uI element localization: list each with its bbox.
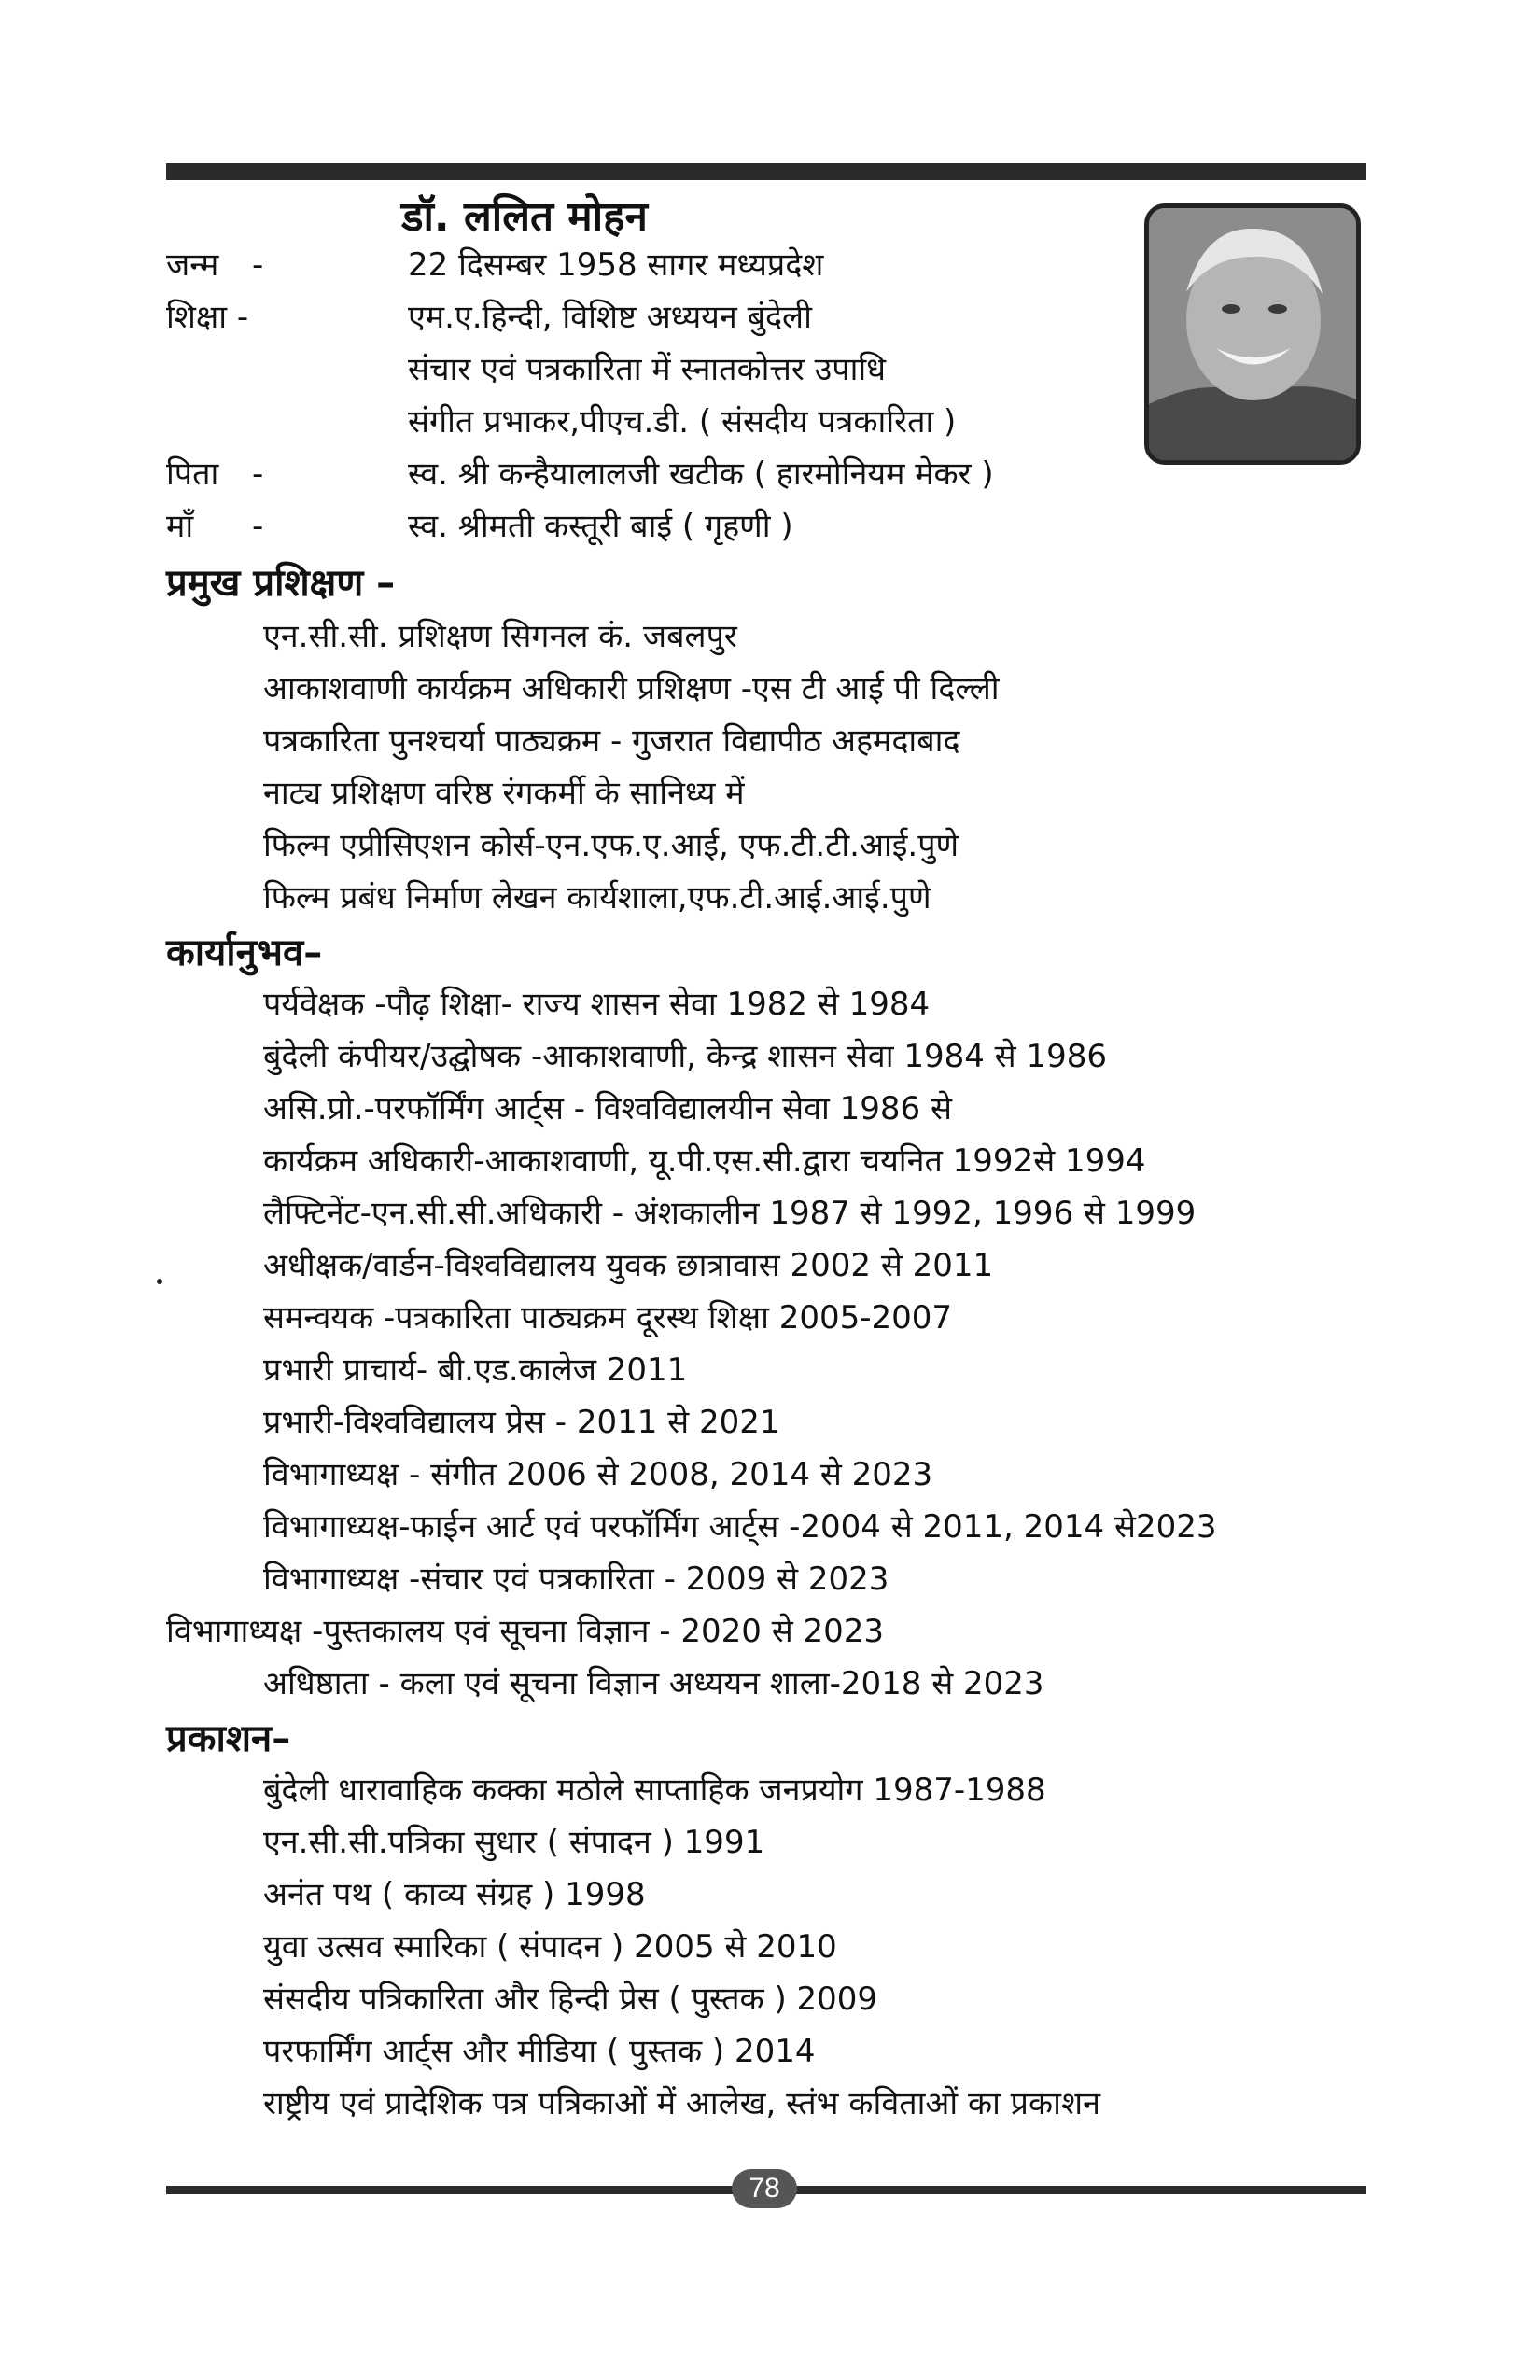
- father-label: पिता: [166, 455, 219, 493]
- experience-item: विभागाध्यक्ष - संगीत 2006 से 2008, 2014 से 2023: [263, 1456, 933, 1493]
- publication-item: युवा उत्सव स्मारिका ( संपादन ) 2005 से 2010: [263, 1928, 837, 1966]
- experience-item: अधिष्ठाता - कला एवं सूचना विज्ञान अध्ययन शाला-2018 से 2023: [263, 1665, 1044, 1702]
- education-value-3: संगीत प्रभाकर,पीएच.डी. ( संसदीय पत्रकारिता ): [408, 403, 957, 441]
- birth-value: 22 दिसम्बर 1958 सागर मध्यप्रदेश: [408, 246, 824, 284]
- training-item: पत्रकारिता पुनश्चर्या पाठ्यक्रम - गुजरात विद्यापीठ अहमदाबाद: [263, 722, 960, 760]
- person-name: डॉ. ललित मोहन: [401, 193, 648, 241]
- experience-item: पर्यवेक्षक -पौढ़ शिक्षा- राज्य शासन सेवा 1982 से 1984: [263, 986, 931, 1023]
- training-item: फिल्म एप्रीसिएशन कोर्स-एन.एफ.ए.आई, एफ.टी.टी.आई.पुणे: [263, 827, 959, 864]
- experience-item: असि.प्रो.-परफॉर्मिंग आर्ट्स - विश्वविद्यालयीन सेवा 1986 से: [263, 1090, 952, 1127]
- experience-item: प्रभारी प्राचार्य- बी.एड.कालेज 2011: [263, 1351, 688, 1389]
- training-item: नाट्य प्रशिक्षण वरिष्ठ रंगकर्मी के सानिध्य में: [263, 775, 745, 812]
- education-value-1: एम.ए.हिन्दी, विशिष्ट अध्ययन बुंदेली: [408, 299, 812, 336]
- stray-dot: [157, 1279, 162, 1284]
- birth-label: जन्म: [166, 246, 219, 284]
- experience-item: समन्वयक -पत्रकारिता पाठ्यक्रम दूरस्थ शिक्षा 2005-2007: [263, 1299, 953, 1337]
- education-label: शिक्षा -: [166, 299, 249, 336]
- training-item: आकाशवाणी कार्यक्रम अधिकारी प्रशिक्षण -एस टी आई पी दिल्ली: [263, 670, 1000, 707]
- birth-dash: -: [252, 246, 264, 284]
- publication-item: अनंत पथ ( काव्य संग्रह ) 1998: [263, 1876, 646, 1913]
- publication-item: संसदीय पत्रिकारिता और हिन्दी प्रेस ( पुस्तक ) 2009: [263, 1981, 878, 2018]
- mother-label: माँ: [166, 508, 194, 545]
- father-dash: -: [252, 455, 264, 493]
- experience-heading: कार्यानुभव–: [166, 931, 323, 974]
- education-value-2: संचार एवं पत्रकारिता में स्नातकोत्तर उपाधि: [408, 351, 887, 388]
- experience-item: लैफ्टिनेंट-एन.सी.सी.अधिकारी - अंशकालीन 1987 से 1992, 1996 से 1999: [263, 1195, 1197, 1232]
- publication-item: परफार्मिंग आर्ट्स और मीडिया ( पुस्तक ) 2014: [263, 2033, 816, 2070]
- experience-item: विभागाध्यक्ष-फाईन आर्ट एवं परफॉर्मिंग आर्ट्स -2004 से 2011, 2014 से2023: [263, 1508, 1217, 1546]
- mother-dash: -: [252, 508, 264, 545]
- training-heading: प्रमुख प्रशिक्षण –: [166, 562, 396, 605]
- publication-item: राष्ट्रीय एवं प्रादेशिक पत्र पत्रिकाओं में आलेख, स्तंभ कविताओं का प्रकाशन: [263, 2085, 1100, 2122]
- experience-item: प्रभारी-विश्वविद्यालय प्रेस - 2011 से 2021: [263, 1404, 780, 1441]
- page-number: 78: [732, 2169, 797, 2208]
- training-item: फिल्म प्रबंध निर्माण लेखन कार्यशाला,एफ.टी.आई.आई.पुणे: [263, 879, 931, 917]
- portrait-photo: [1144, 203, 1361, 465]
- experience-item: कार्यक्रम अधिकारी-आकाशवाणी, यू.पी.एस.सी.द्वारा चयनित 1992से 1994: [263, 1142, 1146, 1180]
- top-rule: [166, 163, 1366, 180]
- training-item: एन.सी.सी. प्रशिक्षण सिगनल कं. जबलपुर: [263, 618, 737, 655]
- experience-item: विभागाध्यक्ष -पुस्तकालय एवं सूचना विज्ञान - 2020 से 2023: [166, 1613, 885, 1650]
- experience-item: अधीक्षक/वार्डन-विश्वविद्यालय युवक छात्रावास 2002 से 2011: [263, 1247, 994, 1284]
- publication-item: बुंदेली धारावाहिक कक्का मठोले साप्ताहिक जनप्रयोग 1987-1988: [263, 1771, 1046, 1809]
- experience-item: बुंदेली कंपीयर/उद्घोषक -आकाशवाणी, केन्द्र शासन सेवा 1984 से 1986: [263, 1038, 1107, 1075]
- father-value: स्व. श्री कन्हैयालालजी खटीक ( हारमोनियम मेकर ): [408, 455, 994, 493]
- publication-item: एन.सी.सी.पत्रिका सुधार ( संपादन ) 1991: [263, 1824, 765, 1861]
- publications-heading: प्रकाशन–: [166, 1717, 291, 1760]
- mother-value: स्व. श्रीमती कस्तूरी बाई ( गृहणी ): [408, 508, 793, 545]
- experience-item: विभागाध्यक्ष -संचार एवं पत्रकारिता - 2009 से 2023: [263, 1561, 889, 1598]
